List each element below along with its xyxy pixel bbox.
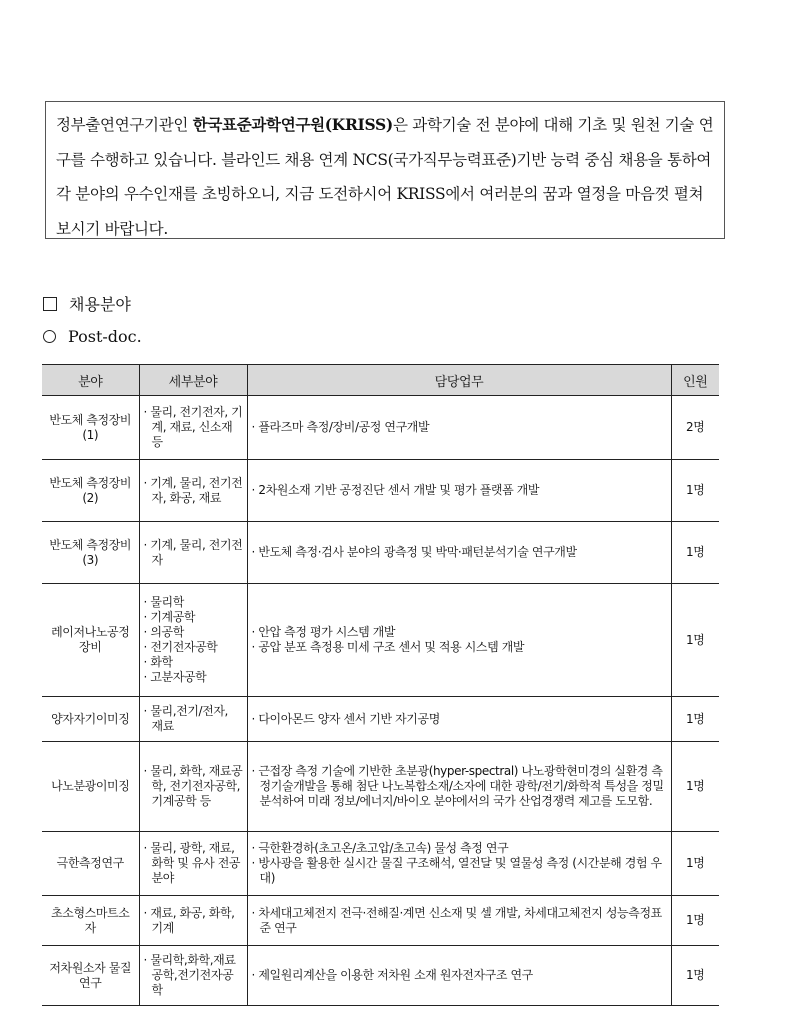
table-row xyxy=(42,896,719,946)
table-row xyxy=(42,460,719,522)
subfield-item: · 물리학,화학,재료공학,전기전자공학 xyxy=(144,953,243,998)
cell-duties xyxy=(247,946,671,1006)
subfield-list xyxy=(144,476,243,506)
cell-field: 극한측정연구 xyxy=(42,832,139,896)
header-duties: 담당업무 xyxy=(247,365,671,396)
subfield-list xyxy=(144,906,243,936)
cell-count: 1명 xyxy=(671,522,719,584)
cell-count: 1명 xyxy=(671,742,719,832)
duty-list xyxy=(252,545,667,560)
duty-list xyxy=(252,712,667,727)
duty-item: · 공압 분포 측정용 미세 구조 센서 및 적용 시스템 개발 xyxy=(252,640,667,655)
cell-count: 1명 xyxy=(671,832,719,896)
cell-field: 양자자기이미징 xyxy=(42,697,139,742)
cell-subfield xyxy=(139,697,247,742)
duty-item: · 극한환경하(초고온/초고압/초고속) 물성 측정 연구 xyxy=(252,841,667,856)
table-row xyxy=(42,396,719,460)
duty-item: · 반도체 측정·검사 분야의 광측정 및 박막·패턴분석기술 연구개발 xyxy=(252,545,667,560)
duty-list xyxy=(252,420,667,435)
cell-duties xyxy=(247,584,671,697)
cell-count: 1명 xyxy=(671,946,719,1006)
subsection-heading xyxy=(43,327,142,346)
subfield-item: · 의공학 xyxy=(144,625,243,640)
cell-subfield xyxy=(139,742,247,832)
cell-duties xyxy=(247,396,671,460)
duty-item: · 제일원리계산을 이용한 저차원 소재 원자전자구조 연구 xyxy=(252,968,667,983)
section-heading xyxy=(43,292,131,315)
subfield-item: · 기계공학 xyxy=(144,610,243,625)
cell-duties xyxy=(247,742,671,832)
cell-field: 반도체 측정장비(3) xyxy=(42,522,139,584)
section-title: 채용분야 xyxy=(69,295,131,314)
cell-field: 레이저나노공정 장비 xyxy=(42,584,139,697)
subfield-item: · 물리, 화학, 재료공학, 전기전자공학, 기계공학 등 xyxy=(144,764,243,809)
cell-subfield xyxy=(139,584,247,697)
subfield-list xyxy=(144,595,243,685)
subfield-item: · 재료, 화공, 화학, 기계 xyxy=(144,906,243,936)
cell-subfield xyxy=(139,396,247,460)
table-body xyxy=(42,396,719,1006)
header-subfield: 세부분야 xyxy=(139,365,247,396)
intro-org-name: 한국표준과학연구원(KRISS) xyxy=(192,115,393,134)
subfield-item: · 물리, 광학, 재료, 화학 및 유사 전공 분야 xyxy=(144,841,243,886)
subfield-list xyxy=(144,704,243,734)
duty-list xyxy=(252,483,667,498)
cell-field: 저차원소자 물질연구 xyxy=(42,946,139,1006)
table-row xyxy=(42,584,719,697)
subfield-list xyxy=(144,405,243,450)
table-row xyxy=(42,742,719,832)
duty-item: · 안압 측정 평가 시스템 개발 xyxy=(252,625,667,640)
table-row xyxy=(42,697,719,742)
subfield-list xyxy=(144,538,243,568)
duty-item: · 차세대고체전지 전극·전해질·계면 신소재 및 셀 개발, 차세대고체전지 성능측정표준 연구 xyxy=(252,906,667,936)
cell-count: 1명 xyxy=(671,460,719,522)
subfield-item: · 고분자공학 xyxy=(144,670,243,685)
cell-subfield xyxy=(139,522,247,584)
cell-subfield xyxy=(139,460,247,522)
duty-item: · 방사광을 활용한 실시간 물질 구조해석, 열전달 및 열물성 측정 (시간분해 경험 우대) xyxy=(252,856,667,886)
cell-subfield xyxy=(139,896,247,946)
header-field: 분야 xyxy=(42,365,139,396)
cell-field: 초소형스마트소자 xyxy=(42,896,139,946)
cell-duties xyxy=(247,460,671,522)
duty-list xyxy=(252,968,667,983)
cell-field: 반도체 측정장비(2) xyxy=(42,460,139,522)
circle-bullet-icon xyxy=(43,330,56,343)
subfield-item: · 기계, 물리, 전기전자, 화공, 재료 xyxy=(144,476,243,506)
subfield-item: · 물리학 xyxy=(144,595,243,610)
subfield-item: · 기계, 물리, 전기전자 xyxy=(144,538,243,568)
duty-item: · 플라즈마 측정/장비/공정 연구개발 xyxy=(252,420,667,435)
square-bullet-icon xyxy=(43,297,57,311)
subfield-list xyxy=(144,953,243,998)
cell-duties xyxy=(247,896,671,946)
duty-list xyxy=(252,841,667,886)
duty-item: · 다이아몬드 양자 센서 기반 자기공명 xyxy=(252,712,667,727)
cell-duties xyxy=(247,697,671,742)
cell-field: 반도체 측정장비(1) xyxy=(42,396,139,460)
header-count: 인원 xyxy=(671,365,719,396)
subfield-list xyxy=(144,764,243,809)
table-row xyxy=(42,946,719,1006)
cell-subfield xyxy=(139,946,247,1006)
subfield-item: · 전기전자공학 xyxy=(144,640,243,655)
duty-item: · 근접장 측정 기술에 기반한 초분광(hyper-spectral) 나노광학현미경의 실환경 측정기술개발을 통해 첨단 나노복합소재/소자에 대한 광학/전기/화학적 특성을 정밀 분석하여 미래 정보/에너지/바이오 분야에서의 국가 산업경쟁력 제고를 도모함. xyxy=(252,764,667,809)
cell-duties xyxy=(247,832,671,896)
cell-field: 나노분광이미징 xyxy=(42,742,139,832)
table-header-row xyxy=(42,365,719,396)
cell-subfield xyxy=(139,832,247,896)
table-row xyxy=(42,522,719,584)
duty-list xyxy=(252,906,667,936)
intro-box xyxy=(45,101,725,239)
duty-list xyxy=(252,625,667,655)
subfield-item: · 물리, 전기전자, 기계, 재료, 신소재 등 xyxy=(144,405,243,450)
intro-text-2: 은 과학기술 전 분야에 대해 기초 및 원천 기술 연구를 수행하고 있습니다. 블라인드 채용 연계 NCS(국가직무능력표준)기반 능력 중심 채용을 통하여 각 분야의 우수인재를 초빙하오니, 지금 도전하시어 KRISS에서 여러분의 꿈과 열정을 마음껏 펼쳐보시기 바랍니다. xyxy=(56,116,714,238)
cell-duties xyxy=(247,522,671,584)
subfield-list xyxy=(144,841,243,886)
duty-item: · 2차원소재 기반 공정진단 센서 개발 및 평가 플랫폼 개발 xyxy=(252,483,667,498)
duty-list xyxy=(252,764,667,809)
recruitment-table xyxy=(42,364,719,1006)
intro-text-1: 정부출연연구기관인 xyxy=(56,116,193,134)
cell-count: 1명 xyxy=(671,584,719,697)
table-row xyxy=(42,832,719,896)
cell-count: 1명 xyxy=(671,697,719,742)
subsection-title: Post-doc. xyxy=(68,327,142,346)
subfield-item: · 화학 xyxy=(144,655,243,670)
cell-count: 1명 xyxy=(671,896,719,946)
subfield-item: · 물리,전기/전자, 재료 xyxy=(144,704,243,734)
cell-count: 2명 xyxy=(671,396,719,460)
